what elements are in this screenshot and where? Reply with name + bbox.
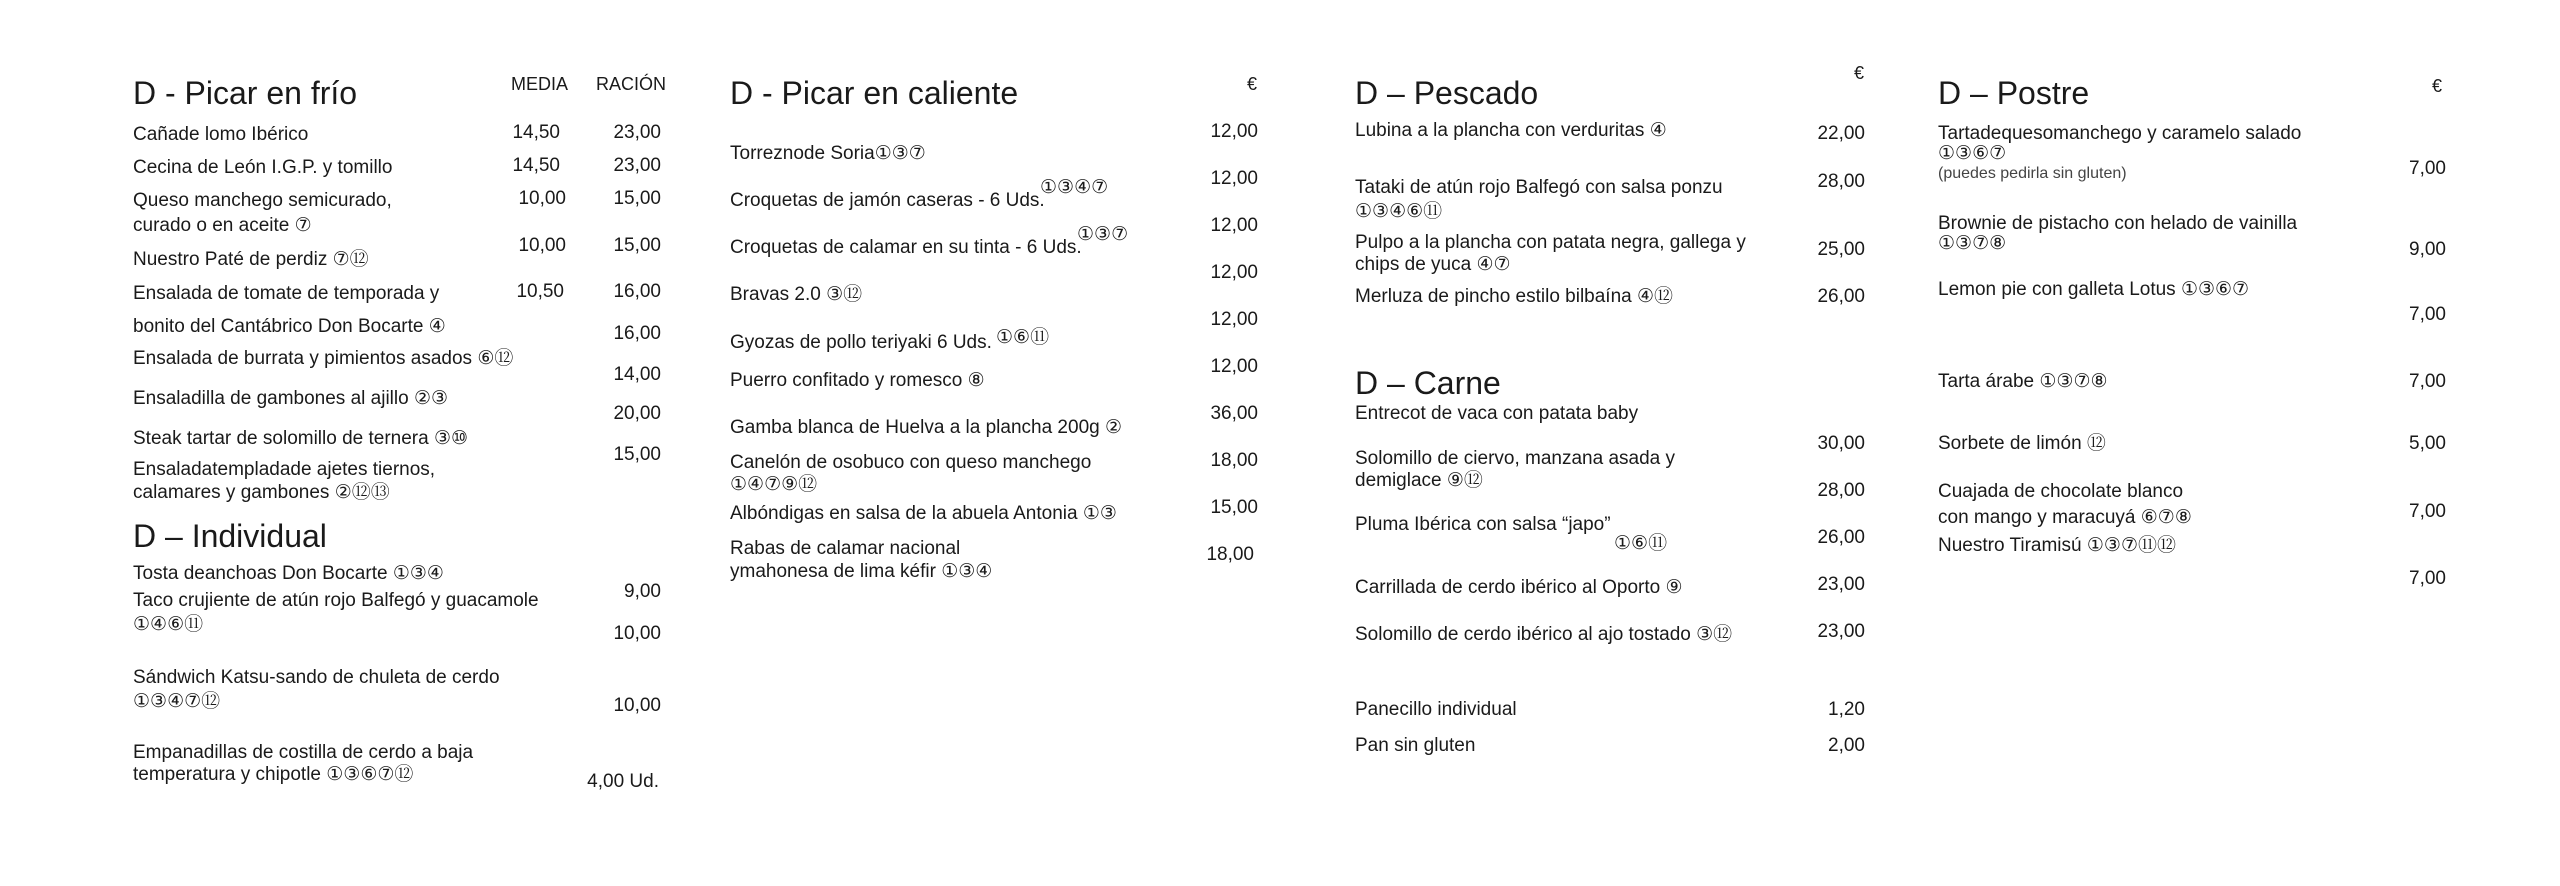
allergens: ①④⑦⑨⑫	[730, 474, 818, 495]
menu-item: Puerro confitado y romesco ⑧	[730, 370, 985, 391]
allergens: ①④⑥⑪	[133, 614, 204, 635]
price: 23,00	[1817, 574, 1865, 595]
price: 28,00	[1817, 480, 1865, 501]
price: 30,00	[1817, 433, 1865, 454]
menu-item-note: (puedes pedirla sin gluten)	[1938, 165, 2127, 182]
column-header-racion: RACIÓN	[596, 74, 667, 94]
allergens: ①③④⑥⑪	[1355, 201, 1443, 222]
menu-item: Ensaladatempladade ajetes tiernos,	[133, 459, 436, 480]
allergens: ①⑥⑪	[1614, 533, 1668, 554]
price: 7,00	[2409, 501, 2446, 522]
price: 28,00	[1817, 171, 1865, 192]
price: 12,00	[1210, 121, 1258, 142]
price: 26,00	[1817, 527, 1865, 548]
allergens: ①③⑥⑦	[1938, 143, 2007, 164]
menu-item-line: ymahonesa de lima kéfir ①③④	[730, 561, 993, 582]
allergens: ①③⑦	[1077, 224, 1129, 245]
menu-item: Brownie de pistacho con helado de vainilla	[1938, 213, 2298, 234]
price-media: 10,50	[516, 281, 564, 302]
menu-item: Lemon pie con galleta Lotus ①③⑥⑦	[1938, 279, 2250, 300]
menu-item-line: curado o en aceite ⑦	[133, 215, 312, 236]
section-title: D – Postre	[1938, 75, 2090, 111]
price: 7,00	[2409, 304, 2446, 325]
menu-item-line: chips de yuca ④⑦	[1355, 254, 1511, 275]
menu-item-line: temperatura y chipotle ①③⑥⑦⑫	[133, 764, 414, 785]
allergens: ①③④⑦⑫	[133, 691, 221, 712]
menu-item: Albóndigas en salsa de la abuela Antonia ①③	[730, 503, 1117, 524]
menu-item: Solomillo de ciervo, manzana asada y	[1355, 448, 1676, 469]
currency-symbol: €	[1247, 74, 1258, 94]
section-title: D - Picar en frío	[133, 75, 358, 111]
menu-item: Gyozas de pollo teriyaki 6 Uds.	[730, 332, 992, 353]
menu-item: Ensalada de tomate de temporada y	[133, 283, 440, 304]
menu-item: Sándwich Katsu-sando de chuleta de cerdo	[133, 667, 500, 688]
menu-item: Tartadequesomanchego y caramelo salado	[1938, 123, 2302, 144]
allergens: ①⑥⑪	[996, 327, 1050, 348]
menu-item: Tataki de atún rojo Balfegó con salsa ponzu	[1355, 177, 1723, 198]
menu-item: Pan sin gluten	[1355, 735, 1476, 756]
menu-item: Pulpo a la plancha con patata negra, gallega y	[1355, 232, 1746, 253]
price: 12,00	[1210, 356, 1258, 377]
menu-item: Nuestro Paté de perdiz ⑦⑫	[133, 249, 369, 270]
section-title: D – Carne	[1355, 365, 1501, 401]
price: 25,00	[1817, 239, 1865, 260]
price-media: 14,50	[512, 155, 560, 176]
menu-item: Pluma Ibérica con salsa “japo”	[1355, 514, 1611, 535]
section-title: D – Pescado	[1355, 75, 1539, 111]
price-media: 14,50	[512, 122, 560, 143]
menu-item: Sorbete de limón ⑫	[1938, 433, 2106, 454]
menu-item: Bravas 2.0 ③⑫	[730, 284, 863, 305]
price: 7,00	[2409, 371, 2446, 392]
column-header-media: MEDIA	[511, 74, 569, 94]
menu-item: Empanadillas de costilla de cerdo a baja	[133, 742, 474, 763]
price: 4,00 Ud.	[587, 771, 659, 792]
menu-item: Steak tartar de solomillo de ternera ③⑩	[133, 428, 469, 449]
section-title: D – Individual	[133, 518, 327, 554]
price: 15,00	[1210, 497, 1258, 518]
price-racion: 23,00	[613, 122, 661, 143]
price: 18,00	[1210, 450, 1258, 471]
menu-item: Taco crujiente de atún rojo Balfegó y guacamole	[133, 590, 539, 611]
price: 12,00	[1210, 262, 1258, 283]
menu-item-line: calamares y gambones ②⑫⑬	[133, 482, 390, 503]
price-media: 10,00	[518, 235, 566, 256]
menu-item: Gamba blanca de Huelva a la plancha 200g ②	[730, 417, 1123, 438]
menu-item: Lubina a la plancha con verduritas ④	[1355, 120, 1667, 141]
price: 12,00	[1210, 309, 1258, 330]
price-racion: 15,00	[613, 235, 661, 256]
menu-item-line: demiglace ⑨⑫	[1355, 470, 1483, 491]
menu-item: Nuestro Tiramisú ①③⑦⑪⑫	[1938, 535, 2176, 556]
menu-item: Ensalada de burrata y pimientos asados ⑥⑫	[133, 348, 514, 369]
menu-item-line: con mango y maracuyá ⑥⑦⑧	[1938, 507, 2192, 528]
price: 5,00	[2409, 433, 2446, 454]
price: 10,00	[613, 623, 661, 644]
menu-item: Tosta deanchoas Don Bocarte ①③④	[133, 563, 444, 584]
currency-symbol: €	[2432, 76, 2443, 96]
price: 9,00	[2409, 239, 2446, 260]
menu-item: Solomillo de cerdo ibérico al ajo tostado ③⑫	[1355, 624, 1733, 645]
price: 7,00	[2409, 568, 2446, 589]
allergens: ①③⑦⑧	[1938, 233, 2007, 254]
menu-item: Panecillo individual	[1355, 699, 1517, 720]
price-racion: 16,00	[613, 281, 661, 302]
price: 2,00	[1828, 735, 1865, 756]
price: 7,00	[2409, 158, 2446, 179]
price-racion: 23,00	[613, 155, 661, 176]
allergens: ①③④⑦	[1040, 177, 1109, 198]
price-racion: 20,00	[613, 403, 661, 424]
price-racion: 14,00	[613, 364, 661, 385]
menu-item: Tarta árabe ①③⑦⑧	[1938, 371, 2108, 392]
price: 18,00	[1206, 544, 1254, 565]
menu-item: Cañade lomo Ibérico	[133, 124, 309, 145]
menu-item: Croquetas de calamar en su tinta - 6 Uds.	[730, 237, 1082, 258]
menu-item: Ensaladilla de gambones al ajillo ②③	[133, 388, 449, 409]
menu-item: Rabas de calamar nacional	[730, 538, 961, 559]
price: 12,00	[1210, 215, 1258, 236]
menu-item: Entrecot de vaca con patata baby	[1355, 403, 1639, 424]
price: 26,00	[1817, 286, 1865, 307]
menu-item: Merluza de pincho estilo bilbaína ④⑫	[1355, 286, 1674, 307]
price: 10,00	[613, 695, 661, 716]
menu-item-line: bonito del Cantábrico Don Bocarte ④	[133, 316, 446, 337]
menu-item: Canelón de osobuco con queso manchego	[730, 452, 1092, 473]
price-racion: 15,00	[613, 444, 661, 465]
menu-item: Queso manchego semicurado,	[133, 190, 392, 211]
price: 22,00	[1817, 123, 1865, 144]
section-title: D - Picar en caliente	[730, 75, 1019, 111]
price: 9,00	[624, 581, 661, 602]
price-racion: 15,00	[613, 188, 661, 209]
menu-item: Torreznode Soria①③⑦	[730, 143, 926, 164]
menu-item: Cecina de León I.G.P. y tomillo	[133, 157, 393, 178]
price: 23,00	[1817, 621, 1865, 642]
price: 12,00	[1210, 168, 1258, 189]
currency-symbol: €	[1854, 63, 1865, 83]
menu-item: Carrillada de cerdo ibérico al Oporto ⑨	[1355, 577, 1683, 598]
menu-item: Cuajada de chocolate blanco	[1938, 481, 2184, 502]
price: 1,20	[1828, 699, 1865, 720]
price: 36,00	[1210, 403, 1258, 424]
price-racion: 16,00	[613, 323, 661, 344]
price-media: 10,00	[518, 188, 566, 209]
menu-item: Croquetas de jamón caseras - 6 Uds.	[730, 190, 1045, 211]
